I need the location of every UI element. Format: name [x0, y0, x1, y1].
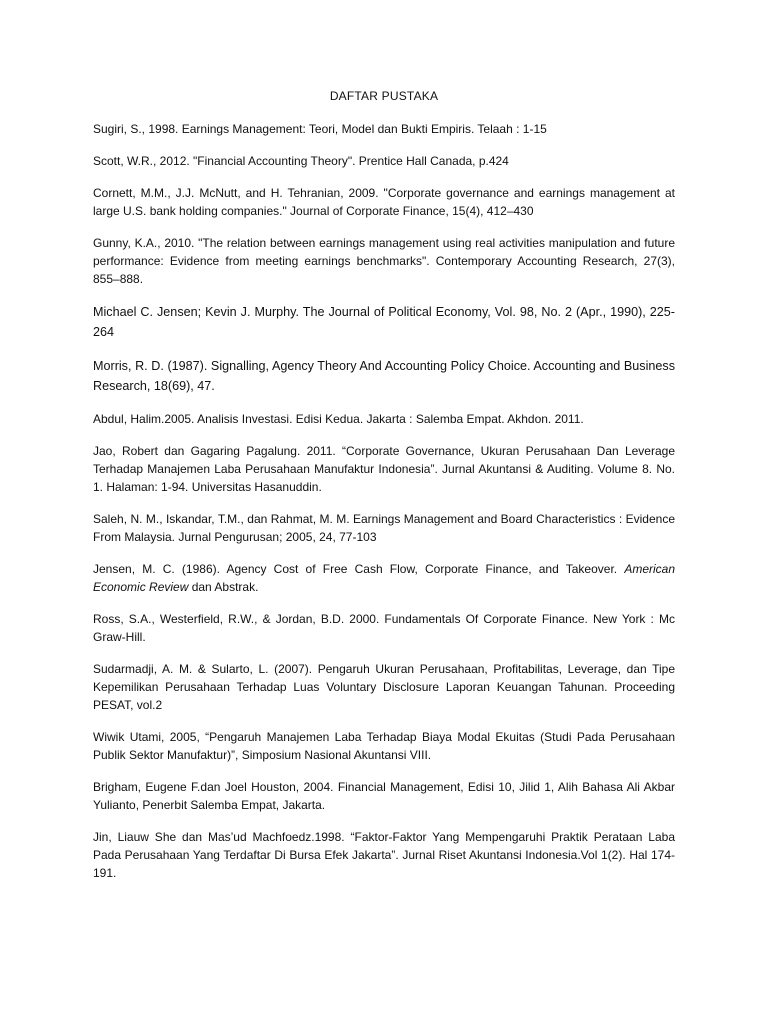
reference-item: Jao, Robert dan Gagaring Pagalung. 2011. “Corporate Governance, Ukuran Perusahaan Dan Leverage Terhadap Manajemen Laba Perusahaan Manufaktur Indonesia”. Jurnal Akuntansi & Auditing. Volume 8. No. 1. Halaman: 1-94. Universitas Hasanuddin.: [93, 444, 675, 494]
reference-item: Gunny, K.A., 2010. "The relation between earnings management using real activities manipulation and future performance: Evidence from meeting earnings benchmarks". Contemporary Accounting Research, 27(3), 855–888.: [93, 236, 675, 286]
reference-list: [93, 120, 675, 882]
reference-item: Michael C. Jensen; Kevin J. Murphy. The Journal of Political Economy, Vol. 98, No. 2 (Apr., 1990), 225-264: [93, 305, 675, 339]
reference-text: dan Abstrak.: [188, 580, 259, 594]
reference-text: Jensen, M. C. (1986). Agency Cost of Free Cash Flow, Corporate Finance, and Takeover.: [93, 562, 625, 576]
reference-journal-italic: American Economic Review: [93, 562, 675, 594]
reference-item: Ross, S.A., Westerfield, R.W., & Jordan, B.D. 2000. Fundamentals Of Corporate Finance. New York : Mc Graw-Hill.: [93, 612, 675, 644]
reference-item: Jin, Liauw She dan Mas’ud Machfoedz.1998. “Faktor-Faktor Yang Mempengaruhi Praktik Perataan Laba Pada Perusahaan Yang Terdaftar Di Bursa Efek Jakarta”. Jurnal Riset Akuntansi Indonesia.Vol 1(2). Hal 174-191.: [93, 830, 675, 880]
document-page: [93, 88, 675, 896]
reference-item: Abdul, Halim.2005. Analisis Investasi. Edisi Kedua. Jakarta : Salemba Empat. Akhdon. 2011.: [93, 412, 584, 426]
reference-item: Sudarmadji, A. M. & Sularto, L. (2007). Pengaruh Ukuran Perusahaan, Profitabilitas, Leverage, dan Tipe Kepemilikan Perusahaan Terhadap Luas Voluntary Disclosure Laporan Keuangan Tahunan. Proceeding PESAT, vol.2: [93, 662, 675, 712]
reference-item: Cornett, M.M., J.J. McNutt, and H. Tehranian, 2009. "Corporate governance and earnings management at large U.S. bank holding companies." Journal of Corporate Finance, 15(4), 412–430: [93, 186, 675, 218]
reference-item: Wiwik Utami, 2005, “Pengaruh Manajemen Laba Terhadap Biaya Modal Ekuitas (Studi Pada Perusahaan Publik Sektor Manufaktur)”, Simposium Nasional Akuntansi VIII.: [93, 730, 675, 762]
reference-item: Scott, W.R., 2012. "Financial Accounting Theory". Prentice Hall Canada, p.424: [93, 154, 509, 168]
page-title: DAFTAR PUSTAKA: [329, 89, 439, 103]
reference-item: [93, 560, 675, 596]
reference-item: Morris, R. D. (1987). Signalling, Agency Theory And Accounting Policy Choice. Accounting and Business Research, 18(69), 47.: [93, 359, 675, 393]
reference-item: Brigham, Eugene F.dan Joel Houston, 2004. Financial Management, Edisi 10, Jilid 1, Alih Bahasa Ali Akbar Yulianto, Penerbit Salemba Empat, Jakarta.: [93, 780, 675, 812]
reference-item: Saleh, N. M., Iskandar, T.M., dan Rahmat, M. M. Earnings Management and Board Characteristics : Evidence From Malaysia. Jurnal Pengurusan; 2005, 24, 77-103: [93, 512, 675, 544]
reference-item: Sugiri, S., 1998. Earnings Management: Teori, Model dan Bukti Empiris. Telaah : 1-15: [93, 122, 547, 136]
